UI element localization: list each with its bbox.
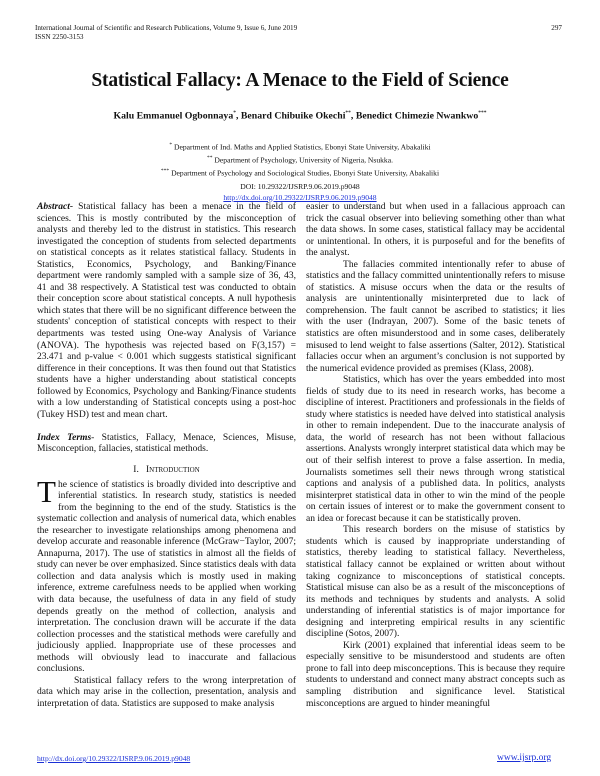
- affiliation-text: Department of Psychology, University of Nigeria, Nsukka.: [214, 155, 393, 165]
- paper-title: Statistical Fallacy: A Menace to the Field of Science: [91, 70, 509, 91]
- section-number: I.: [133, 464, 139, 475]
- body-paragraph: Statistics, which has over the years embedded into most fields of study due to its need in research works, has become a discipline of interest. Practitioners and professionals in the fields of study where statistics is needed have delved into statistical analysis in other to remain independent. Due to the inaccurate analysis of data, the world of research has not been without fallacious assertions. Analysts wrongly interpret statistical data which may be out of their selfish interest to prove a false assertion. In media, Journalists sometimes sell their news through wrong statistical captions and analysis of a published data. In politics, analysts misinterpret statistical data in other to win the mind of the people on certain issues of interest or to make the government consent to an idea or forecast because it can be statistically proven.: [306, 374, 565, 524]
- affiliation-mark: *: [169, 142, 173, 148]
- section-title: Introduction: [145, 464, 200, 475]
- doi-block: [0, 182, 600, 203]
- body-paragraph: easier to understand but when used in a fallacious approach can trick the casual observer into believing something other than what the data shows. In some cases, statistical fallacy may be accidental or unintentional. In others, it is purposeful and for the benefits of the analyst.: [306, 201, 565, 259]
- drop-cap: T: [37, 473, 56, 509]
- affiliation: [0, 153, 600, 166]
- footer-doi-link[interactable]: http://dx.doi.org/10.29322/IJSRP.9.06.2019.p9048: [37, 754, 191, 763]
- affiliation-text: Department of Psychology and Sociological Studies, Ebonyi State University, Abakaliki: [171, 168, 440, 178]
- body-paragraph: Kirk (2001) explained that inferential ideas seem to be especially sensitive to be misunderstood and students are often prone to fall into deep misconceptions. This is because they require students to understand and connect many abstract concepts such as sampling distribution and significance level. Statistical misconceptions are argued to hinder meaningful: [306, 639, 565, 709]
- intro-text: he science of statistics is broadly divided into descriptive and inferential statistics. In research study, statistics is needed from the beginning to the end of the study. Statistics is the systematic collection and analysis of numerical data, which enables the researcher to investigate relationships among phenomena and develop accurate and reasonable inference (McGraw−Taylor, 2007; Annapurna, 2017). The use of statistics in almost all the fields of study can never be over emphasized. Since statistics deals with data collection and data analysis which is mostly used in making inference, extreme carefulness needs to be applied when working with data because, the usefulness of data in any field of study depends greatly on the method of collection, analysis and interpretation. The conclusion drawn will be accurate if the data collection processes and the statistical methods were carefully and judiciously applied. Inappropriate use of these processes and methods will obviously lead to inaccurate and fallacious conclusions.: [37, 478, 297, 675]
- abstract: [37, 201, 296, 420]
- body-paragraph: This research borders on the misuse of statistics by students which is caused by inappropriate understanding of statistics, thereby leading to statistical fallacy. Nevertheless, statistical fallacy cannot be explained or written about without taking cognizance to misconceptions of statistical concepts. Statistical misuse can also be as a result of the misconceptions of its methods and techniques by students and analysts. A solid understanding of inferential statistics is of major importance for designing and interpreting empirical results in any scientific discipline (Sotos, 2007).: [306, 524, 565, 640]
- running-header: [35, 24, 297, 42]
- author-name: Benedict Chimezie Nwankwo: [355, 110, 479, 122]
- body-paragraph: The fallacies commited intentionally refer to abuse of statistics and the fallacy committed unintentionally refers to misuse of statistics. A misuse occurs when the data or the results of analysis are unintentionally misinterpreted due to lack of comprehension. The fault cannot be ascribed to statistics; it lies with the user (Indrayan, 2007). Some of the basic tenets of statistics are often misunderstood and in some cases, deliberately misused to lend weight to false assertions (Salter, 2012). Statistical fallacies occur when an argument’s conclusion is not supported by the numerical evidence provided as premises (Klass, 2008).: [306, 258, 565, 374]
- author-mark: ***: [478, 110, 487, 116]
- affiliation: [0, 166, 600, 179]
- index-terms: [37, 432, 296, 455]
- journal-name: International Journal of Scientific and Research Publications, Volume 9, Issue 6, June 2019: [35, 24, 298, 32]
- abstract-label: Abstract-: [37, 201, 74, 212]
- author-list: Kalu Emmanuel Ogbonnaya*, Benard Chibuike Okechi**, Benedict Chimezie Nwankwo***: [113, 110, 487, 122]
- left-column: [37, 201, 296, 709]
- index-terms-label: Index Terms: [37, 431, 92, 443]
- author-mark: **: [345, 110, 351, 116]
- page-number: 297: [551, 24, 562, 32]
- affiliation-mark: **: [207, 155, 213, 162]
- right-column: [306, 201, 565, 709]
- index-terms-text: - Statistics, Fallacy, Menace, Sciences, Misuse, Misconception, fallacies, statistical methods.: [37, 431, 296, 455]
- doi-link[interactable]: http://dx.doi.org/10.29322/IJSRP.9.06.2019.p9048: [223, 192, 377, 202]
- doi-text: DOI: 10.29322/IJSRP.9.06.2019.p9048: [240, 182, 360, 191]
- abstract-text: Statistical fallacy has been a menace in the field of sciences. This is mostly contributed by the misconception of analysts and thereby led to the distrust in statistics. This research investigated the conception of students from selected departments on statistical concepts as it relates statistical fallacy. Students in Statistics, Economics, Psychology, and Banking/Finance department were randomly sampled with a sample size of 36, 43, 41 and 38 respectively. A Statistical test was conducted to obtain their conception score about statistical concepts. A null hypothesis which states that there will be no significant difference between the students' conception of statistical concepts with respect to their departments was tested using One-way Analysis of Variance (ANOVA). The hypothesis was rejected based on F(3,157) = 23.471 and p-value < 0.001 which suggests statistical significant difference in their conceptions. It was then found out that Statistics students have a higher understanding about statistical concepts followed by Economics, Psychology and Banking/Finance students with a low understanding of Statistical concepts using a post-hoc (Tukey HSD) test and mean chart.: [37, 201, 296, 420]
- intro-paragraph: Statistical fallacy refers to the wrong interpretation of data which may arise in the collection, presentation, analysis and interpretation of data. Statistics are supposed to make analysis: [37, 674, 296, 709]
- section-heading: [37, 465, 296, 477]
- affiliation: [0, 140, 600, 153]
- author-mark: *: [233, 110, 236, 116]
- issn: ISSN 2250-3153: [35, 33, 84, 41]
- intro-paragraph: [37, 473, 297, 675]
- affiliations: [0, 140, 600, 179]
- affiliation-text: Department of Ind. Maths and Applied Statistics, Ebonyi State University, Abakaliki: [174, 142, 431, 152]
- author-name: Kalu Emmanuel Ogbonnaya: [113, 110, 234, 122]
- affiliation-mark: ***: [160, 168, 170, 175]
- footer-site-link[interactable]: www.ijsrp.org: [497, 753, 552, 763]
- author-name: Benard Chibuike Okechi: [240, 110, 346, 122]
